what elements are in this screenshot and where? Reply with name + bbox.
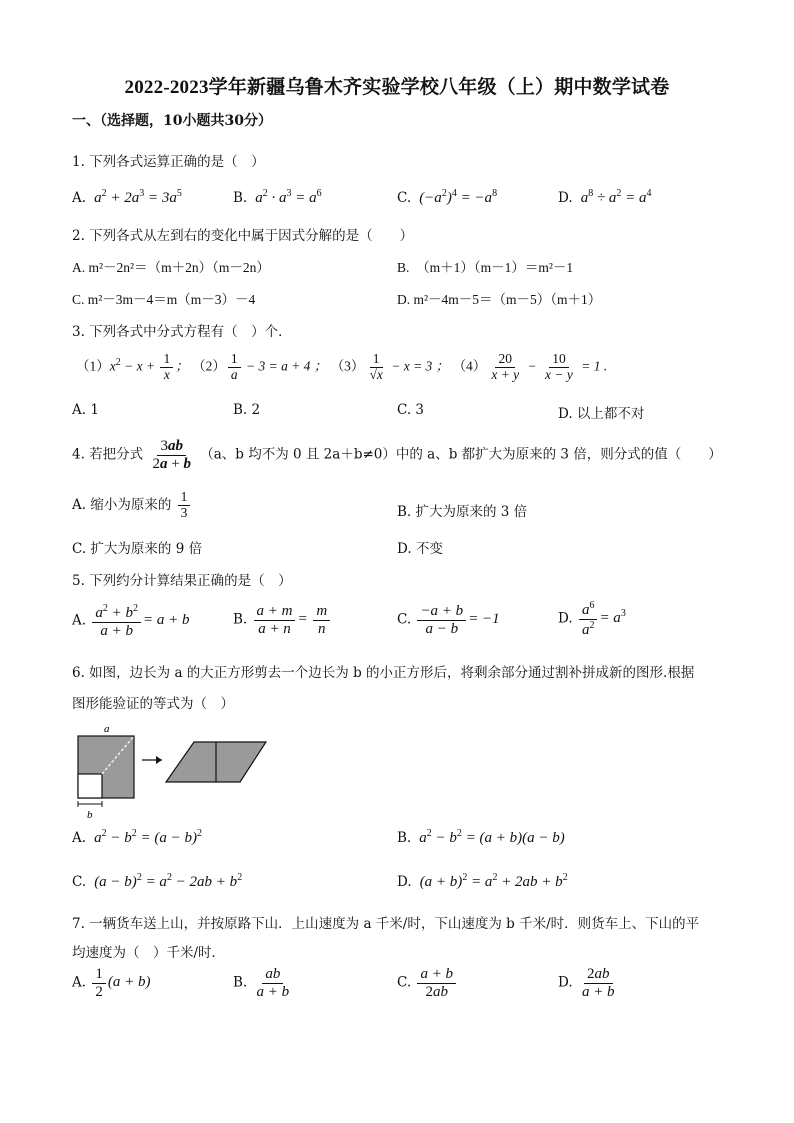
label-a: a [104,723,110,735]
option-label: D. [558,610,573,627]
question-3-stem: 3. 下列各式中分式方程有（ ）个． [72,324,292,340]
q1-option-b[interactable]: B. $a^2 \cdot a^3 = a^6$ [233,188,322,206]
q3-equations: $(1)x^2 - x$ + $\frac{1}{x}$ ； （2） $\frac{1}{a}$ − 3 = a + 4 ； （3） $\frac{1}{√x}$ − x = 3 ； （4） $\frac{20}{x + y}$ − $\frac{10}{x - y}$ = 1 . [76,351,608,382]
q3-option-d[interactable]: D. 以上都不对 [558,406,645,422]
question-6-stem-line2: 图形能验证的等式为（ ） [72,696,234,712]
option-label: D. [558,974,573,991]
q7-option-b[interactable]: B. $\frac{ab}{a + b}$ [233,966,290,1000]
option-label: C. [397,611,412,628]
q6-option-b[interactable]: B. $a^2 - b^2 = (a + b)(a - b)$ [397,828,565,846]
option-label: A. [72,830,87,846]
q5-option-b[interactable]: B. $\frac{a + m}{a + n}$ = $\frac{m}{n}$ [233,603,332,637]
q5-option-d[interactable]: D. $\frac{a^6}{a^2}$ = $a^3$ [558,600,626,638]
q2-option-c[interactable]: C. m²－3m－4＝m（m－3）－4 [72,292,256,307]
page-title: 2022-2023学年新疆乌鲁木齐实验学校八年级（上）期中数学试卷 [124,77,670,98]
q7-option-d[interactable]: D. $\frac{2ab}{a + b}$ [558,966,615,1000]
question-1-stem: 1. 下列各式运算正确的是（ ） [72,154,265,170]
q1-option-d[interactable]: D. $a^8 \div a^2 = a^4$ [558,188,652,206]
q4-option-a[interactable]: A. 缩小为原来的 $\frac{1}{3}$ [72,490,192,521]
question-4-stem: 4. 若把分式 $\frac{3ab}{2a + b}$ （a、b 均不为 0 且 2a＋b≠0）中的 a、b 都扩大为原来的 3 倍，则分式的值（ ） [72,438,722,472]
option-label: D. [558,190,573,206]
q4-option-d[interactable]: D. 不变 [397,541,443,557]
q7-option-a[interactable]: A. $\frac{1}{2}$ (a + b) [72,966,151,1000]
q2-option-a[interactable]: A. m²－2n²＝（m＋2n）（m－2n） [72,260,270,275]
q3-option-a[interactable]: A. 1 [72,402,99,418]
q6-option-a[interactable]: A. $a^2 - b^2 = (a - b)^2$ [72,828,202,846]
option-label: B. [397,830,412,846]
q3-option-c[interactable]: C. 3 [397,402,425,418]
q2-option-b[interactable]: B. （m＋1）（m－1）＝m²－1 [397,260,574,275]
q3-option-b[interactable]: B. 2 [233,402,261,418]
option-label: C. [397,190,412,206]
question-7-stem-line2: 均速度为（ ）千米/时． [72,945,226,961]
section-heading: 一、（选择题，10小题共30分） [72,113,272,129]
q1-option-a[interactable]: A. $a^2 + 2a^3 = 3a^5$ [72,188,182,206]
q5-option-c[interactable]: C. $\frac{-a + b}{a - b}$ = −1 [397,603,500,637]
q7-option-c[interactable]: C. $\frac{a + b}{2ab}$ [397,966,458,1000]
q6-option-d[interactable]: D. $(a + b)^2 = a^2 + 2ab + b^2$ [397,872,568,890]
label-b: b [87,809,93,821]
q4-option-b[interactable]: B. 扩大为原来的 3 倍 [397,504,528,520]
question-6-stem-line1: 6. 如图，边长为 a 的大正方形剪去一个边长为 b 的小正方形后，将剩余部分通过割补拼成新的图形.根据 [72,665,695,681]
option-label: C. [397,974,412,991]
q1-option-c[interactable]: C. $(-a^2)^4 = -a^8$ [397,188,498,206]
option-label: A. 缩小为原来的 [72,496,172,513]
q4-option-c[interactable]: C. 扩大为原来的 9 倍 [72,541,203,557]
question-5-stem: 5. 下列约分计算结果正确的是（ ） [72,573,292,589]
option-label: A. [72,974,87,991]
option-label: A. [72,612,87,629]
q5-option-a[interactable]: A. $\frac{a^2 + b^2}{a + b}$ = a + b [72,603,190,639]
question-2-stem: 2. 下列各式从左到右的变化中属于因式分解的是（ ） [72,228,414,244]
option-label: B. [233,611,248,628]
square-cutting-figure [70,722,280,822]
q2-option-d[interactable]: D. m²－4m－5＝（m－5）（m＋1） [397,292,602,307]
q6-option-c[interactable]: C. $(a - b)^2 = a^2 - 2ab + b^2$ [72,872,243,890]
question-7-stem-line1: 7. 一辆货车送上山，并按原路下山．上山速度为 a 千米/时，下山速度为 b 千米/时．则货车上、下山的平 [72,916,700,932]
option-label: B. [233,190,248,206]
option-label: D. [397,874,412,890]
option-label: A. [72,190,87,206]
option-label: C. [72,874,87,890]
option-label: B. [233,974,248,991]
